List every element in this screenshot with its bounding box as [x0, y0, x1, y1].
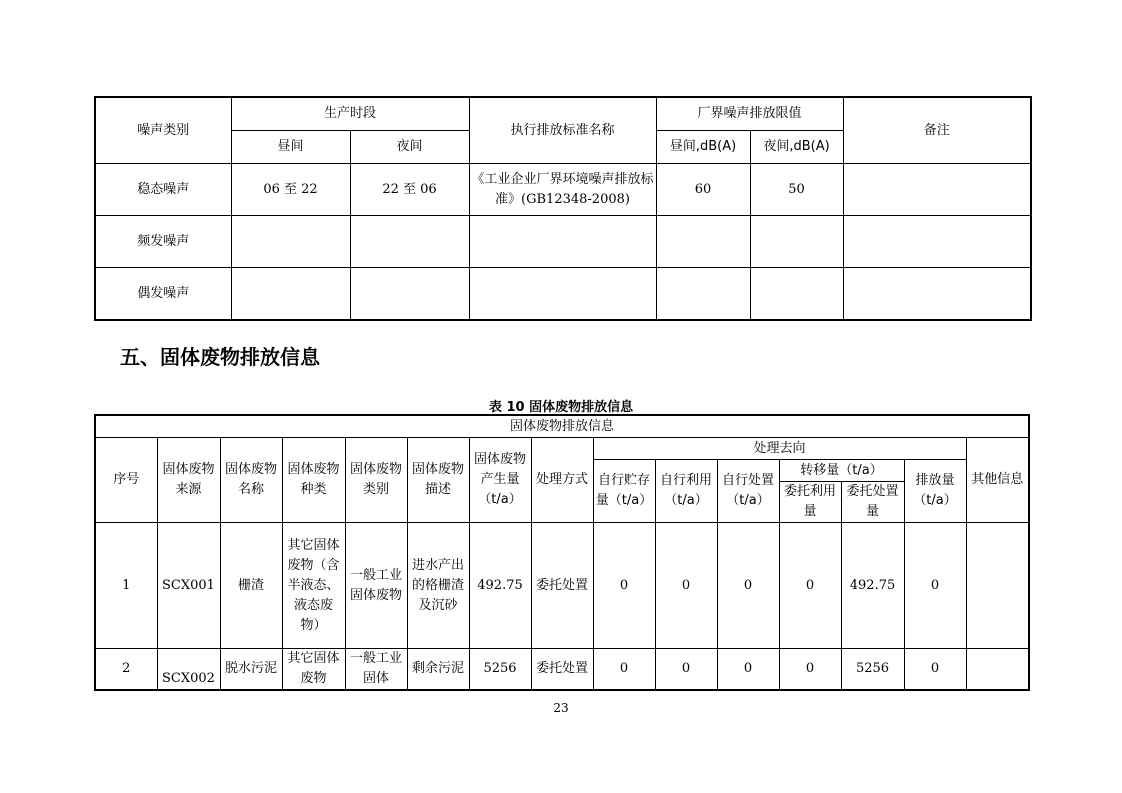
header-entrust-use: 委托利用量: [779, 482, 841, 523]
header-boundary-limit: 厂界噪声排放限值: [656, 97, 843, 131]
cell-self-dispose: 0: [717, 523, 779, 649]
cell-limit-night: [750, 216, 843, 268]
cell-noise-type: 频发噪声: [95, 216, 231, 268]
cell-standard-name: [469, 268, 656, 321]
cell-remark: [843, 268, 1031, 321]
waste-table-banner: 固体废物排放信息: [95, 415, 1029, 438]
header-self-store: 自行贮存量（t/a）: [593, 460, 655, 523]
cell-night-period: 22 至 06: [350, 164, 469, 216]
header-discharge: 排放量（t/a）: [904, 460, 966, 523]
cell-category: 一般工业固体废物: [345, 523, 407, 649]
header-output: 固体废物产生量（t/a）: [469, 438, 531, 523]
cell-name: 脱水污泥: [220, 649, 282, 691]
cell-noise-type: 稳态噪声: [95, 164, 231, 216]
header-description: 固体废物描述: [407, 438, 469, 523]
header-self-use: 自行利用（t/a）: [655, 460, 717, 523]
cell-self-store: 0: [593, 523, 655, 649]
header-period-day: 昼间: [231, 131, 350, 164]
cell-source: SCX002: [157, 649, 220, 691]
cell-discharge: 0: [904, 523, 966, 649]
cell-remark: [843, 164, 1031, 216]
cell-night-period: [350, 216, 469, 268]
cell-entrust-dispose: 492.75: [841, 523, 904, 649]
cell-limit-day: [656, 216, 750, 268]
cell-limit-night: 50: [750, 164, 843, 216]
cell-category: 一般工业固体: [345, 649, 407, 691]
cell-discharge: 0: [904, 649, 966, 691]
cell-day-period: 06 至 22: [231, 164, 350, 216]
cell-output: 492.75: [469, 523, 531, 649]
cell-self-use: 0: [655, 649, 717, 691]
header-limit-night: 夜间,dB(A): [750, 131, 843, 164]
section-title: 五、固体废物排放信息: [120, 345, 320, 369]
table-row: [95, 216, 1031, 268]
header-self-dispose: 自行处置（t/a）: [717, 460, 779, 523]
cell-limit-day: 60: [656, 164, 750, 216]
cell-source: SCX001: [157, 523, 220, 649]
cell-entrust-use: 0: [779, 523, 841, 649]
cell-day-period: [231, 268, 350, 321]
cell-self-dispose: 0: [717, 649, 779, 691]
table-row: [95, 164, 1031, 216]
header-production-period: 生产时段: [231, 97, 469, 131]
cell-self-use: 0: [655, 523, 717, 649]
cell-self-store: 0: [593, 649, 655, 691]
header-category: 固体废物类别: [345, 438, 407, 523]
header-source: 固体废物来源: [157, 438, 220, 523]
header-seq: 序号: [95, 438, 157, 523]
table-row: [95, 649, 1029, 691]
header-standard-name: 执行排放标准名称: [469, 97, 656, 164]
header-name: 固体废物名称: [220, 438, 282, 523]
cell-seq: 2: [95, 649, 157, 691]
header-noise-type: 噪声类别: [95, 97, 231, 164]
cell-limit-day: [656, 268, 750, 321]
cell-entrust-dispose: 5256: [841, 649, 904, 691]
cell-limit-night: [750, 268, 843, 321]
cell-seq: 1: [95, 523, 157, 649]
header-remark: 备注: [843, 97, 1031, 164]
solid-waste-table: [94, 414, 1030, 691]
header-kind: 固体废物种类: [282, 438, 345, 523]
cell-other-info: [966, 649, 1029, 691]
header-other-info: 其他信息: [966, 438, 1029, 523]
cell-method: 委托处置: [531, 523, 593, 649]
header-transfer: 转移量（t/a）: [779, 460, 904, 482]
cell-description: 进水产出的格栅渣及沉砂: [407, 523, 469, 649]
cell-noise-type: 偶发噪声: [95, 268, 231, 321]
table-row: [95, 268, 1031, 321]
cell-description: 剩余污泥: [407, 649, 469, 691]
cell-day-period: [231, 216, 350, 268]
cell-method: 委托处置: [531, 649, 593, 691]
header-entrust-dispose: 委托处置量: [841, 482, 904, 523]
cell-night-period: [350, 268, 469, 321]
cell-standard-name: 《工业企业厂界环境噪声排放标准》(GB12348-2008): [469, 164, 656, 216]
cell-entrust-use: 0: [779, 649, 841, 691]
header-destination: 处理去向: [593, 438, 966, 460]
header-limit-day: 昼间,dB(A): [656, 131, 750, 164]
cell-remark: [843, 216, 1031, 268]
cell-kind: 其它固体废物（含半液态、液态废物）: [282, 523, 345, 649]
cell-kind: 其它固体废物: [282, 649, 345, 691]
cell-standard-name: [469, 216, 656, 268]
table-row: [95, 523, 1029, 649]
cell-name: 栅渣: [220, 523, 282, 649]
cell-output: 5256: [469, 649, 531, 691]
table-caption: 表 10 固体废物排放信息: [488, 400, 634, 415]
cell-other-info: [966, 523, 1029, 649]
noise-emission-table: [94, 96, 1032, 321]
page-number: 23: [553, 701, 569, 715]
header-period-night: 夜间: [350, 131, 469, 164]
header-method: 处理方式: [531, 438, 593, 523]
